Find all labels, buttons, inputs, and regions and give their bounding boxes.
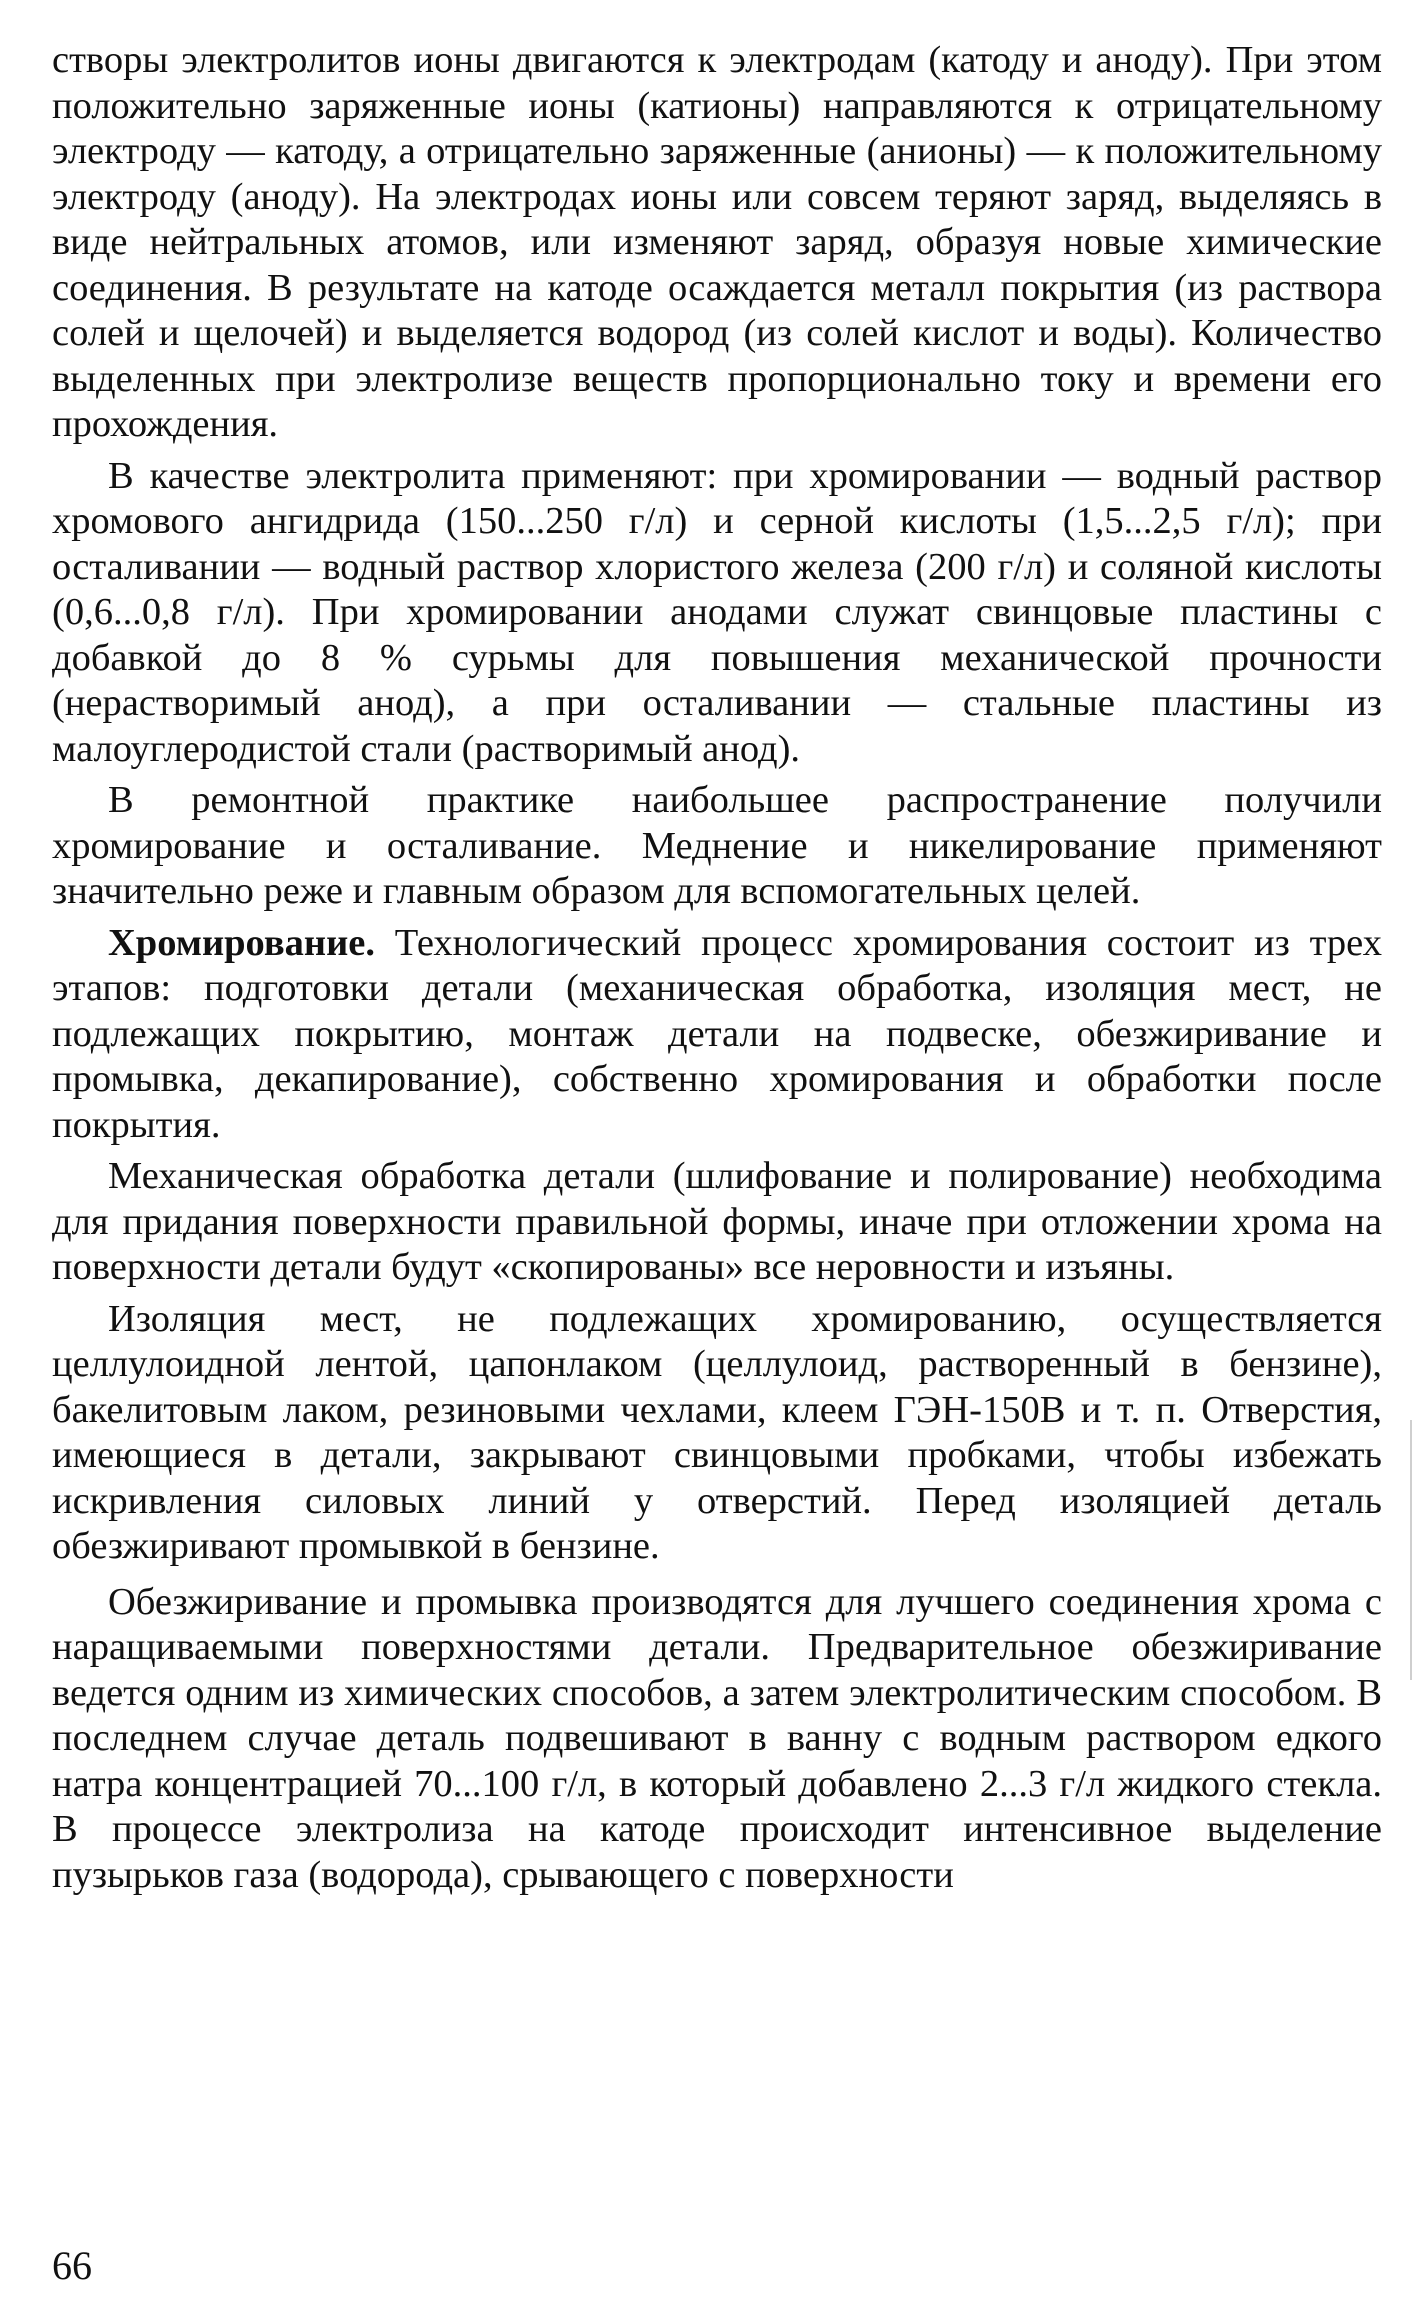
paragraph-degreasing: Обезжиривание и промывка производятся для лучшего соединения хрома с наращиваемыми поверхностями детали. Предварительное обезжиривание ведется одним из химических способов, а затем электролитическим способом. В последнем случае деталь подвешивают в ванну с водным раствором едкого натра концентрацией 70...100 г/л, в который добавлено 2...3 г/л жидкого стекла. В процессе электролиза на катоде происходит интенсивное выделение пузырьков газа (водорода), срывающего с поверхности bbox=[52, 1580, 1382, 1896]
paragraph-electrolyte: В качестве электролита применяют: при хромировании — водный раствор хромового ангидрида (150...250 г/л) и серной кислоты (1,5...2,5 г/л); при осталивании — водный раствор хлористого железа (200 г/л) и соляной кислоты (0,6...0,8 г/л). При хромировании анодами служат свинцовые пластины с добавкой до 8 % сурьмы для повышения механической прочности (нерастворимый анод), а при осталивании — стальные пластины из малоуглеродистой стали (растворимый анод). bbox=[52, 454, 1382, 770]
margin-scan-mark bbox=[1410, 1420, 1412, 1680]
paragraph-chroming bbox=[52, 921, 1382, 1149]
lead-term-chroming: Хромирование. bbox=[108, 921, 375, 964]
paragraph-mechanical-processing: Механическая обработка детали (шлифование и полирование) необходима для придания поверхности правильной формы, иначе при отложении хрома на поверхности детали будут «скопированы» все неровности и изъяны. bbox=[52, 1155, 1382, 1288]
page-number: 66 bbox=[52, 2243, 92, 2288]
paragraph-repair-practice: В ремонтной практике наибольшее распространение получили хромирование и осталивание. Меднение и никелирование применяют значительно реже и главным образом для вспомогательных целей. bbox=[52, 779, 1382, 912]
page-body bbox=[52, 38, 1382, 1898]
paragraph-isolation: Изоляция мест, не подлежащих хромированию, осуществляется целлулоидной лентой, цапонлаком (целлулоид, растворенный в бензине), бакелитовым лаком, резиновыми чехлами, клеем ГЭН-150В и т. п. Отверстия, имеющиеся в детали, закрывают свинцовыми пробками, чтобы избежать искривления силовых линий у отверстий. Перед изоляцией деталь обезжиривают промывкой в бензине. bbox=[52, 1297, 1382, 1567]
paragraph-chroming-text: Технологический процесс хромирования состоит из трех этапов: подготовки детали (механическая обработка, изоляция мест, не подлежащих покрытию, монтаж детали на подвеске, обезжиривание и промывка, декапирование), собственно хромирования и обработки после покрытия. bbox=[52, 921, 1382, 1146]
paragraph-continuation: створы электролитов ионы двигаются к электродам (катоду и аноду). При этом положительно заряженные ионы (катионы) направляются к отрицательному электроду — катоду, а отрицательно заряженные (анионы) — к положительному электроду (аноду). На электродах ионы или совсем теряют заряд, выделяясь в виде нейтральных атомов, или изменяют заряд, образуя новые химические соединения. В результате на катоде осаждается металл покрытия (из раствора солей и щелочей) и выделяется водород (из солей кислот и воды). Количество выделенных при электролизе веществ пропорционально току и времени его прохождения. bbox=[52, 39, 1382, 445]
